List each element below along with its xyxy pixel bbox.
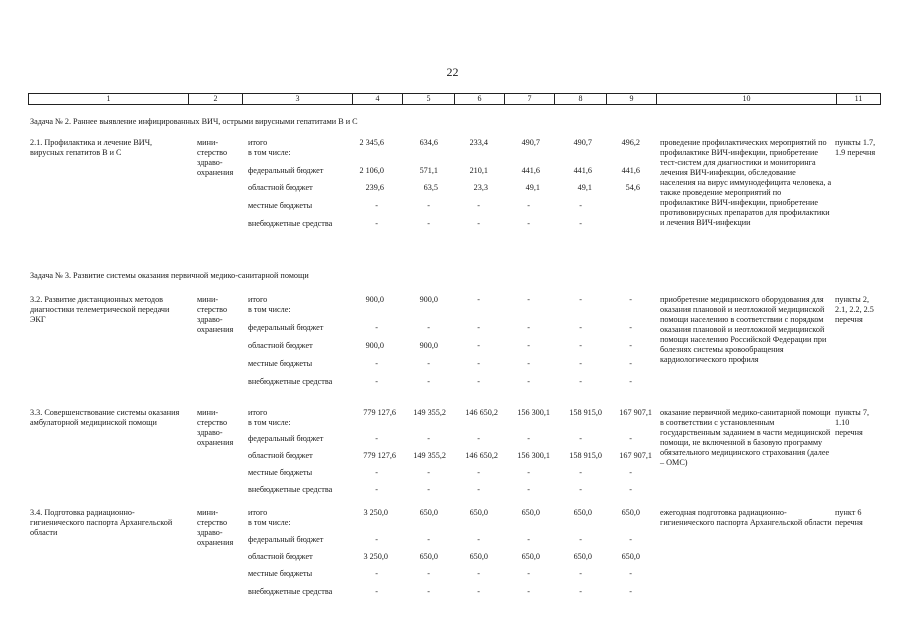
cell-federal: - [579, 323, 582, 332]
org-line: охранения [197, 325, 234, 334]
cell-local: - [427, 359, 430, 368]
cell-regional: 158 915,0 [569, 451, 602, 460]
cell-federal: - [477, 535, 480, 544]
cell-extra: - [527, 485, 530, 494]
cell-local: - [375, 359, 378, 368]
cell-local: - [629, 468, 632, 477]
row-label: местные бюджеты [248, 569, 313, 578]
cell-extra: - [527, 219, 530, 228]
row-label: федеральный бюджет [248, 535, 324, 544]
cell-regional: 900,0 [365, 341, 384, 350]
cell-regional: 900,0 [419, 341, 438, 350]
cell-federal: - [629, 535, 632, 544]
cell-extra: - [375, 485, 378, 494]
cell-total-2016: 490,7 [521, 138, 540, 147]
org-line: стерство [197, 305, 228, 314]
cell-regional: 156 300,1 [517, 451, 550, 460]
cell-federal: 441,6 [573, 166, 592, 175]
row-label: местные бюджеты [248, 201, 313, 210]
cell-extra: - [579, 377, 582, 386]
cell-extra: - [579, 587, 582, 596]
cell-total: - [579, 295, 582, 304]
cell-extra: - [629, 485, 632, 494]
org-line: стерство [197, 518, 228, 527]
cell-extra: - [579, 485, 582, 494]
row-label: федеральный бюджет [248, 323, 324, 332]
section-description: ежегодная подготовка радиационно-гигиенического паспорта Архангельской области [660, 508, 832, 527]
org-line: охранения [197, 538, 234, 547]
cell-regional: 49,1 [525, 183, 540, 192]
cell-federal: - [629, 323, 632, 332]
row-label: федеральный бюджет [248, 434, 324, 443]
cell-regional: 63,5 [423, 183, 438, 192]
cell-total: 146 650,2 [465, 408, 498, 417]
cell-local: - [629, 569, 632, 578]
cell-total: 650,0 [469, 508, 488, 517]
row-label: внебюджетные средства [248, 377, 333, 386]
org-line: здраво- [197, 428, 223, 437]
cell-local: - [527, 569, 530, 578]
cell-local: - [629, 359, 632, 368]
cell-total: 650,0 [521, 508, 540, 517]
cell-extra: - [477, 377, 480, 386]
header-cell: 4 [353, 94, 403, 104]
cell-regional: 650,0 [573, 552, 592, 561]
cell-federal: - [579, 535, 582, 544]
row-label: в том числе: [248, 418, 291, 427]
cell-extra: - [477, 485, 480, 494]
row-label: итого [248, 295, 268, 304]
cell-local: - [375, 569, 378, 578]
cell-total-2015: 233,4 [469, 138, 488, 147]
cell-local: - [427, 201, 430, 210]
cell-total: 900,0 [419, 295, 438, 304]
cell-federal: - [427, 323, 430, 332]
cell-regional: 146 650,2 [465, 451, 498, 460]
header-cell: 2 [189, 94, 243, 104]
cell-regional: 650,0 [521, 552, 540, 561]
cell-regional: 650,0 [621, 552, 640, 561]
org-line: мини- [197, 508, 219, 517]
cell-local: - [527, 201, 530, 210]
cell-extra: - [375, 587, 378, 596]
cell-total: 900,0 [365, 295, 384, 304]
responsible-org [197, 295, 243, 335]
cell-extra: - [629, 377, 632, 386]
task-heading: Задача № 2. Раннее выявление инфицированных ВИЧ, острыми вирусными гепатитами В и С [30, 117, 358, 126]
cell-regional: 23,3 [473, 183, 488, 192]
cell-total: - [527, 295, 530, 304]
cell-regional: 54,6 [625, 183, 640, 192]
org-line: мини- [197, 138, 219, 147]
cell-extra: - [477, 219, 480, 228]
cell-local: - [579, 468, 582, 477]
cell-total: 3 250,0 [363, 508, 388, 517]
section-reference: пункт 6 перечня [835, 508, 863, 527]
cell-local: - [427, 569, 430, 578]
cell-total: - [477, 295, 480, 304]
cell-extra: - [579, 219, 582, 228]
cell-total-2013-2020: 2 345,6 [359, 138, 384, 147]
cell-regional: 779 127,6 [363, 451, 396, 460]
cell-federal: - [375, 434, 378, 443]
row-label: в том числе: [248, 518, 291, 527]
cell-total: 779 127,6 [363, 408, 396, 417]
cell-total: 650,0 [573, 508, 592, 517]
cell-local: - [427, 468, 430, 477]
org-line: мини- [197, 408, 219, 417]
org-line: охранения [197, 168, 234, 177]
header-cell: 11 [854, 94, 863, 103]
cell-federal: 441,6 [521, 166, 540, 175]
section-name: 3.3. Совершенствование системы оказания амбулаторной медицинской помощи [30, 408, 180, 427]
row-label: итого [248, 408, 268, 417]
cell-federal: - [527, 535, 530, 544]
cell-federal: - [477, 434, 480, 443]
cell-federal: 2 106,0 [359, 166, 384, 175]
cell-total-2014: 634,6 [419, 138, 438, 147]
cell-total: 156 300,1 [517, 408, 550, 417]
cell-total: 149 355,2 [413, 408, 446, 417]
org-line: здраво- [197, 528, 223, 537]
cell-federal: - [375, 323, 378, 332]
section-description: проведение профилактических мероприятий по профилактике ВИЧ-инфекции, приобретение тест-систем для диагностики и мониторинга лечения ВИЧ-инфекции, обследование населения на вирус иммунодефицита человека, а также проведение мероприятий по профилактике ВИЧ-инфекции, приобретение противовирусных препаратов для профилактики и лечения ВИЧ-инфекции [660, 138, 832, 227]
cell-total: 650,0 [621, 508, 640, 517]
cell-total: - [629, 295, 632, 304]
header-cell: 7 [505, 94, 555, 104]
section-reference: пункты 7, 1.10 перечня [835, 408, 869, 437]
cell-local: - [477, 359, 480, 368]
cell-federal: 210,1 [469, 166, 488, 175]
org-line: охранения [197, 438, 234, 447]
cell-regional: 167 907,1 [619, 451, 652, 460]
section-reference: пункты 2, 2.1, 2.2, 2.5 перечня [835, 295, 874, 324]
row-label: областной бюджет [248, 341, 313, 350]
section-description: приобретение медицинского оборудования для оказания плановой и неотложной медицинской помощи населению в соответствии с порядком оказания плановой и неотложной медицинской помощи населению Российской Федерации при болезнях системы кровообращения кардиологического профиля [660, 295, 827, 364]
cell-total: 158 915,0 [569, 408, 602, 417]
cell-extra: - [427, 485, 430, 494]
cell-total: 167 907,1 [619, 408, 652, 417]
cell-local: - [477, 468, 480, 477]
cell-regional: - [477, 341, 480, 350]
cell-regional: 239,6 [365, 183, 384, 192]
cell-federal: 571,1 [419, 166, 438, 175]
row-label: областной бюджет [248, 183, 313, 192]
cell-federal: 441,6 [621, 166, 640, 175]
responsible-org [197, 138, 243, 178]
cell-local: - [579, 359, 582, 368]
cell-local: - [579, 569, 582, 578]
cell-federal: - [527, 323, 530, 332]
header-cell: 6 [455, 94, 505, 104]
row-label: областной бюджет [248, 552, 313, 561]
row-label: итого [248, 508, 268, 517]
page-number: 22 [446, 65, 459, 79]
cell-extra: - [527, 587, 530, 596]
cell-federal: - [427, 434, 430, 443]
header-cell: 3 [243, 94, 353, 104]
cell-federal: - [427, 535, 430, 544]
cell-local: - [375, 201, 378, 210]
cell-federal: - [629, 434, 632, 443]
cell-regional: 650,0 [469, 552, 488, 561]
header-cell: 1 [29, 94, 189, 104]
cell-local: - [375, 468, 378, 477]
row-label: внебюджетные средства [248, 587, 333, 596]
header-cell: 9 [607, 94, 657, 104]
header-cell: 5 [403, 94, 455, 104]
section-reference: пункты 1.7, 1.9 перечня [835, 138, 876, 157]
responsible-org [197, 408, 243, 448]
row-label: областной бюджет [248, 451, 313, 460]
responsible-org [197, 508, 243, 548]
cell-extra: - [477, 587, 480, 596]
cell-federal: - [527, 434, 530, 443]
cell-local: - [477, 201, 480, 210]
cell-extra: - [427, 219, 430, 228]
cell-regional: - [629, 341, 632, 350]
section-name: 3.2. Развитие дистанционных методов диагностики телеметрической передачи ЭКГ [30, 295, 170, 324]
row-label: федеральный бюджет [248, 166, 324, 175]
cell-regional: - [579, 341, 582, 350]
row-label: итого [248, 138, 268, 147]
row-label: в том числе: [248, 305, 291, 314]
row-label: в том числе: [248, 148, 291, 157]
org-line: здраво- [197, 315, 223, 324]
cell-local: - [579, 201, 582, 210]
header-cell: 10 [657, 94, 837, 104]
cell-regional: 149 355,2 [413, 451, 446, 460]
cell-local: - [527, 468, 530, 477]
cell-extra: - [375, 377, 378, 386]
section-name: 3.4. Подготовка радиационно-гигиенического паспорта Архангельской области [30, 508, 173, 537]
section-description: оказание первичной медико-санитарной помощи в соответствии с установленным государственным заданием в части медицинской помощи, не включенной в базовую программу обязательного медицинского страхования (далее – ОМС) [660, 408, 831, 467]
header-cell: 8 [555, 94, 607, 104]
section-name: 2.1. Профилактика и лечение ВИЧ, вирусных гепатитов В и С [30, 138, 153, 157]
cell-federal: - [477, 323, 480, 332]
cell-extra: - [427, 587, 430, 596]
row-label: местные бюджеты [248, 359, 313, 368]
cell-federal: - [375, 535, 378, 544]
cell-local: - [477, 569, 480, 578]
cell-regional: 49,1 [577, 183, 592, 192]
cell-total-2018: 496,2 [621, 138, 640, 147]
cell-extra: - [427, 377, 430, 386]
org-line: здраво- [197, 158, 223, 167]
cell-federal: - [579, 434, 582, 443]
cell-extra: - [375, 219, 378, 228]
cell-regional: - [527, 341, 530, 350]
cell-total-2017: 490,7 [573, 138, 592, 147]
row-label: внебюджетные средства [248, 485, 333, 494]
row-label: местные бюджеты [248, 468, 313, 477]
cell-total: 650,0 [419, 508, 438, 517]
row-label: внебюджетные средства [248, 219, 333, 228]
cell-local: - [527, 359, 530, 368]
org-line: стерство [197, 418, 228, 427]
cell-extra: - [527, 377, 530, 386]
task-heading: Задача № 3. Развитие системы оказания первичной медико-санитарной помощи [30, 271, 309, 280]
cell-extra: - [629, 587, 632, 596]
org-line: стерство [197, 148, 228, 157]
cell-regional: 650,0 [419, 552, 438, 561]
cell-regional: 3 250,0 [363, 552, 388, 561]
org-line: мини- [197, 295, 219, 304]
table-header [28, 93, 881, 105]
